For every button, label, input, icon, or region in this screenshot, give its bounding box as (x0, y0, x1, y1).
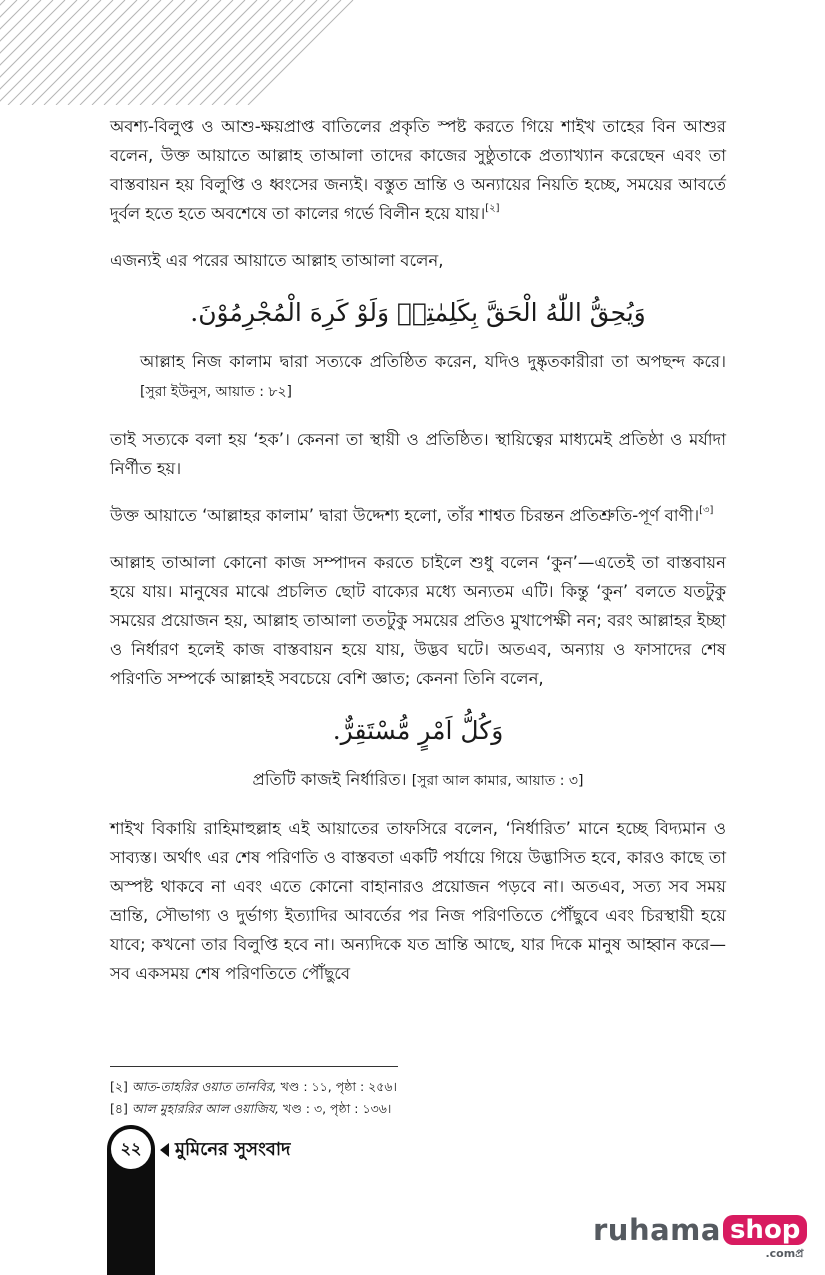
triangle-left-icon (160, 1143, 169, 1157)
paragraph-4 (110, 501, 726, 530)
footnote-source-title: আত-তাহরির ওয়াত তানবির, (131, 1079, 277, 1094)
corner-hatch-pattern (0, 0, 360, 105)
verse-translation-1 (110, 347, 726, 407)
verse-translation-2-text: প্রতিটি কাজই নির্ধারিত। (252, 770, 407, 789)
logo-badge: shop (723, 1215, 807, 1245)
footnote-source-detail: খণ্ড : ৩, পৃষ্ঠা : ১৩৬। (279, 1101, 392, 1116)
footnote-ref-3[interactable]: [৩] (699, 505, 714, 516)
footnote-ref-2[interactable]: [২] (485, 203, 500, 214)
footnote-item (110, 1098, 710, 1120)
footnote-source-title: আল মুহাররির আল ওয়াজিয, (131, 1101, 280, 1116)
arabic-verse-2: وَكُلُّ اَمْرٍ مُّسْتَقِرٌّ. (332, 716, 504, 745)
footnote-divider (110, 1066, 398, 1067)
footnote-source-detail: খণ্ড : ১১, পৃষ্ঠা : ২৫৬। (276, 1079, 397, 1094)
footnote-number: [৪] (110, 1101, 128, 1116)
page-number: ২২ (111, 1129, 151, 1169)
paragraph-1 (110, 112, 726, 228)
verse-translation-2 (110, 765, 726, 796)
paragraph-3: তাই সত্যকে বলা হয় ‘হক’। কেননা তা স্থায়ী ও প্রতিষ্ঠিত। স্থায়িত্বের মাধ্যমেই প্রতিষ্ঠা ও মর্যাদা নির্ণীত হয়। (110, 430, 726, 478)
footnotes (110, 1076, 710, 1120)
paragraph-2: এজন্যই এর পরের আয়াতে আল্লাহ তাআলা বলেন, (110, 251, 444, 270)
verse-citation-1: [সুরা ইউনুস, আয়াত : ৮২] (140, 384, 293, 400)
logo-badge-group (721, 1213, 807, 1260)
book-title: মুমিনের সুসংবাদ (175, 1138, 291, 1160)
logo-domain: .comপ্র (765, 1247, 804, 1260)
verse-citation-2: [সুরা আল কামার, আয়াত : ৩] (411, 773, 584, 789)
paragraph-4-text: উক্ত আয়াতে ‘আল্লাহর কালাম’ দ্বারা উদ্দেশ্য হলো, তাঁর শাশ্বত চিরন্তন প্রতিশ্রুতি-পূর্ণ বাণী। (110, 506, 700, 525)
footnote-item (110, 1076, 710, 1098)
running-head (160, 1135, 291, 1165)
body-text (110, 112, 726, 1006)
publisher-logo (593, 1213, 807, 1260)
paragraph-6: শাইখ বিকায়ি রাহিমাহুল্লাহ এই আয়াতের তাফসিরে বলেন, ‘নির্ধারিত’ মানে হচ্ছে বিদ্যমান ও সাব্যস্ত। অর্থাৎ এর শেষ পরিণতি ও বাস্তবতা একটি পর্যায়ে গিয়ে উদ্ভাসিত হবে, কারও কাছে তা অস্পষ্ট থাকবে না এবং এতে কোনো বাহানারও প্রয়োজন পড়বে না। অতএব, সত্য সব সময় ভ্রান্তি, সৌভাগ্য ও দুর্ভাগ্য ইত্যাদির আবর্তের পর নিজ পরিণতিতে পৌঁছুবে এবং চিরস্থায়ী হয়ে যাবে; কখনো তার বিলুপ্তি হবে না। অন্যদিকে যত ভ্রান্তি আছে, যার দিকে মানুষ আহ্বান করে—সব একসময় শেষ পরিণতিতে পৌঁছুবে (110, 819, 726, 983)
footnote-number: [২] (110, 1079, 128, 1094)
verse-translation-1-text: আল্লাহ নিজ কালাম দ্বারা সত্যকে প্রতিষ্ঠিত করেন, যদিও দুষ্কৃতকারীরা তা অপছন্দ করে। (140, 352, 726, 371)
paragraph-1-text: অবশ্য-বিলুপ্ত ও আশু-ক্ষয়প্রাপ্ত বাতিলের প্রকৃতি স্পষ্ট করতে গিয়ে শাইখ তাহের বিন আশুর বলেন, উক্ত আয়াতে আল্লাহ তাআলা তাদের কাজের সুষ্ঠুতাকে প্রত্যাখ্যান করেছেন এবং তা বাস্তবায়ন হয় বিলুপ্তি ও ধ্বংসের জন্যই। বস্তুত ভ্রান্তি ও অন্যায়ের নিয়তি হচ্ছে, সময়ের আবর্তে দুর্বল হতে হতে অবশেষে তা কালের গর্ভে বিলীন হয়ে যায়। (110, 117, 726, 223)
arabic-verse-1: وَيُحِقُّ اللّٰهُ الْحَقَّ بِكَلِمٰتِهٖ وَلَوْ كَرِهَ الْمُجْرِمُوْنَ. (190, 298, 646, 327)
logo-wordmark: ruhama (593, 1213, 721, 1247)
paragraph-5: আল্লাহ তাআলা কোনো কাজ সম্পাদন করতে চাইলে শুধু বলেন ‘কুন’—এতেই তা বাস্তবায়ন হয়ে যায়। মানুষের মাঝে প্রচলিত ছোট বাক্যের মধ্যে অন্যতম এটি। কিন্তু ‘কুন’ বলতে যতটুকু সময়ের প্রয়োজন হয়, আল্লাহ তাআলা ততটুকু সময়ের প্রতিও মুখাপেক্ষী নন; বরং আল্লাহর ইচ্ছা ও নির্ধারণ হলেই কাজ বাস্তবায়ন হয়ে যায়, উদ্ভব ঘটে। অতএব, অন্যায় ও ফাসাদের শেষ পরিণতি সম্পর্কে আল্লাহই সবচেয়ে বেশি জ্ঞাত; কেননা তিনি বলেন, (110, 553, 726, 688)
